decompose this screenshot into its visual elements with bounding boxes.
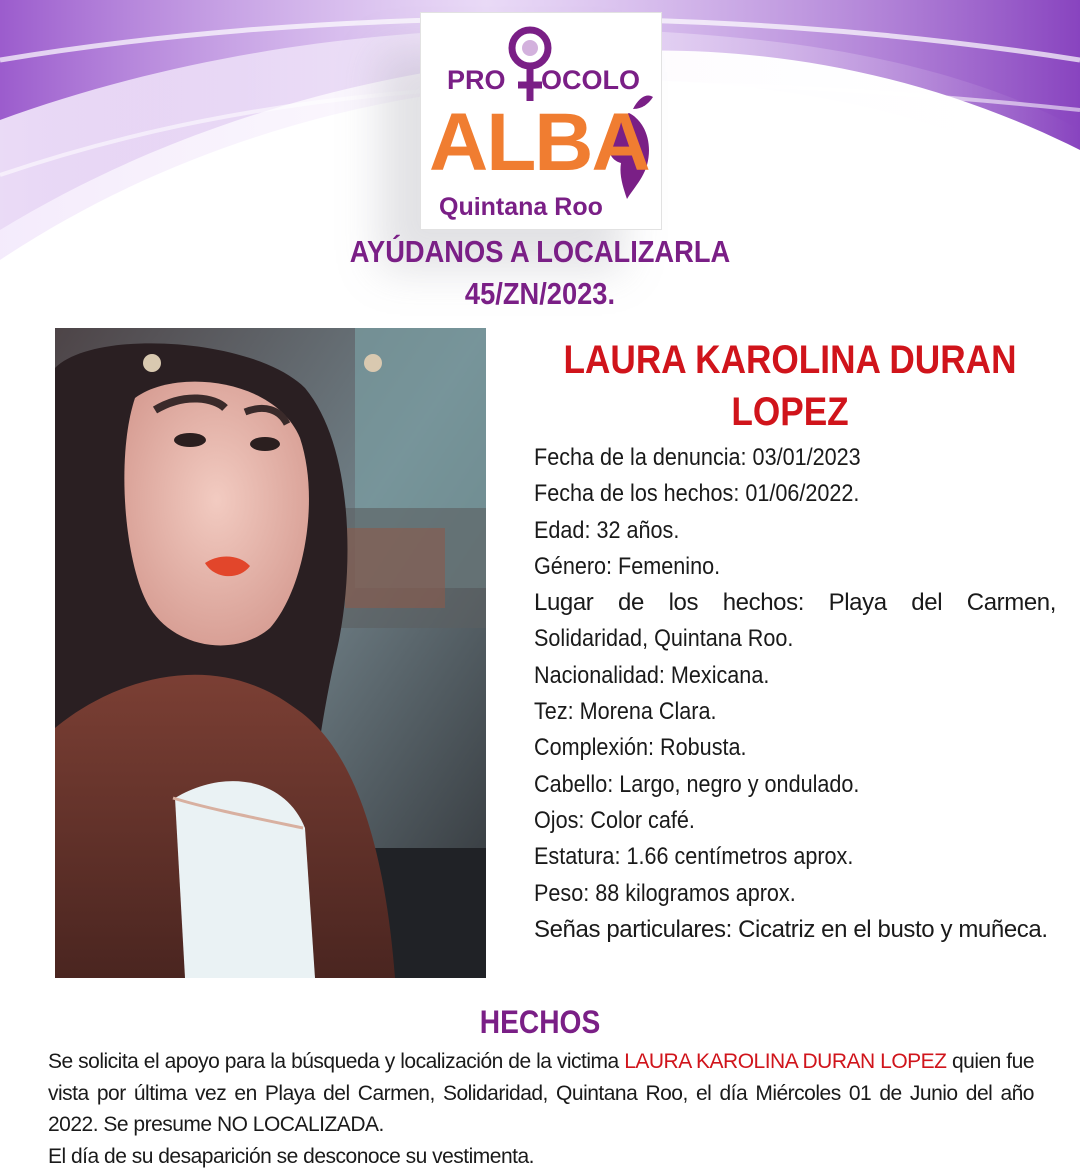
hechos-paragraph-1 [48, 1046, 1034, 1141]
missing-person-photo [55, 328, 486, 978]
logo-protocolo-left: PRO [447, 65, 506, 95]
protocolo-alba-logo [420, 12, 662, 230]
hechos-intro: Se solicita el apoyo para la búsqueda y localización de la victima [48, 1050, 625, 1073]
hechos-paragraph-2: El día de su desaparición se desconoce su vestimenta. [48, 1144, 534, 1168]
hechos-title: HECHOS [479, 1004, 601, 1040]
detail-ojos: Ojos: Color café. [534, 806, 695, 834]
hechos-description: quien fue vista por última vez en Playa del Carmen, Solidaridad, Quintana Roo, el día Miércoles 01 de Junio del año 2022. Se presume NO LOCALIZADA. [48, 1050, 1034, 1136]
hechos-body [48, 1046, 1034, 1172]
help-locate-heading: AYÚDANOS A LOCALIZARLA [349, 234, 731, 269]
detail-estatura: Estatura: 1.66 centímetros aprox. [534, 843, 854, 871]
detail-genero: Género: Femenino. [534, 552, 721, 580]
detail-lugar: Lugar de los hechos: Playa del Carmen, [534, 589, 1056, 617]
detail-edad: Edad: 32 años. [534, 516, 680, 544]
detail-fecha-denuncia: Fecha de la denuncia: 03/01/2023 [534, 444, 861, 471]
hechos-victim-name: LAURA KAROLINA DURAN LOPEZ [624, 1050, 947, 1073]
detail-cabello: Cabello: Largo, negro y ondulado. [534, 770, 860, 798]
logo-alba-text: ALBA [429, 97, 649, 188]
logo-region-text: Quintana Roo [439, 193, 603, 221]
case-number: 45/ZN/2023. [464, 276, 616, 311]
detail-peso: Peso: 88 kilogramos aprox. [534, 879, 796, 907]
missing-person-name [535, 334, 1045, 438]
detail-complexion: Complexión: Robusta. [534, 734, 747, 762]
detail-nacionalidad: Nacionalidad: Mexicana. [534, 661, 770, 689]
detail-lugar-cont: Solidaridad, Quintana Roo. [534, 625, 794, 653]
detail-fecha-hechos: Fecha de los hechos: 01/06/2022. [534, 480, 860, 508]
name-line-1: LAURA KAROLINA DURAN [563, 338, 1017, 382]
detail-senas: Señas particulares: Cicatriz en el busto y muñeca. [534, 915, 1048, 943]
detail-tez: Tez: Morena Clara. [534, 698, 717, 726]
person-details [534, 440, 1056, 948]
logo-protocolo-right: OCOLO [541, 65, 640, 95]
name-line-2: LOPEZ [731, 390, 849, 434]
